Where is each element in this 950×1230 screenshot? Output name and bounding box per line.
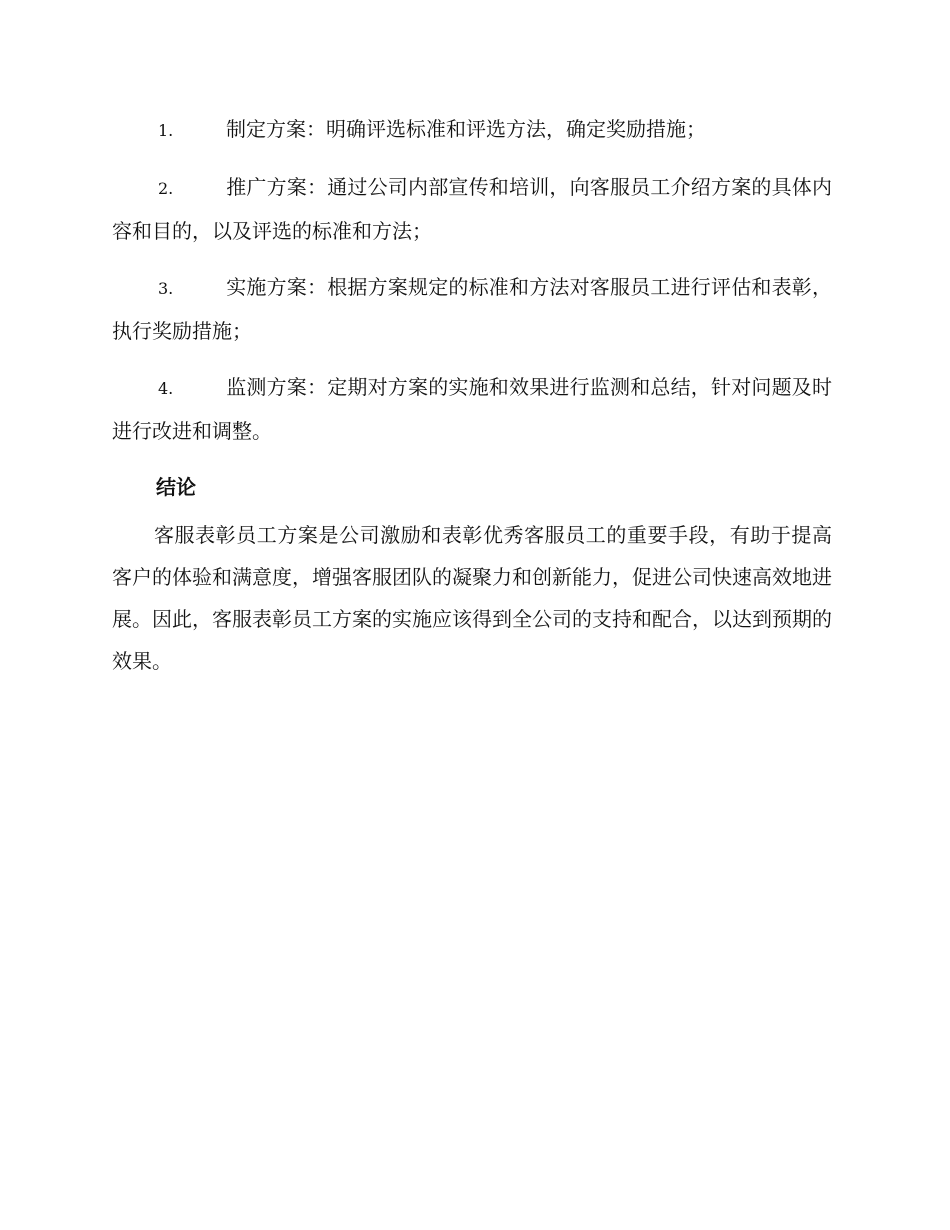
list-number: 1. xyxy=(158,121,174,140)
list-item-1 xyxy=(112,108,832,152)
list-text: 实施方案：根据方案规定的标准和方法对客服员工进行评估和表彰，执行奖励措施； xyxy=(112,275,832,343)
list-text: 制定方案：明确评选标准和评选方法，确定奖励措施； xyxy=(226,117,706,141)
list-number: 3. xyxy=(158,279,174,298)
numbered-list xyxy=(112,108,832,452)
list-text: 监测方案：定期对方案的实施和效果进行监测和总结，针对问题及时进行改进和调整。 xyxy=(112,375,832,443)
list-number: 4. xyxy=(158,379,174,398)
list-item-4 xyxy=(112,366,832,452)
list-number: 2. xyxy=(158,179,174,198)
conclusion-heading: 结论 xyxy=(156,475,196,499)
list-item-3 xyxy=(112,266,832,352)
list-text: 推广方案：通过公司内部宣传和培训，向客服员工介绍方案的具体内容和目的，以及评选的标准和方法； xyxy=(112,175,832,243)
conclusion-paragraph: 客服表彰员工方案是公司激励和表彰优秀客服员工的重要手段，有助于提高客户的体验和满意度，增强客服团队的凝聚力和创新能力，促进公司快速高效地进展。因此，客服表彰员工方案的实施应该得到全公司的支持和配合，以达到预期的效果。 xyxy=(112,523,832,673)
list-item-2 xyxy=(112,166,832,252)
